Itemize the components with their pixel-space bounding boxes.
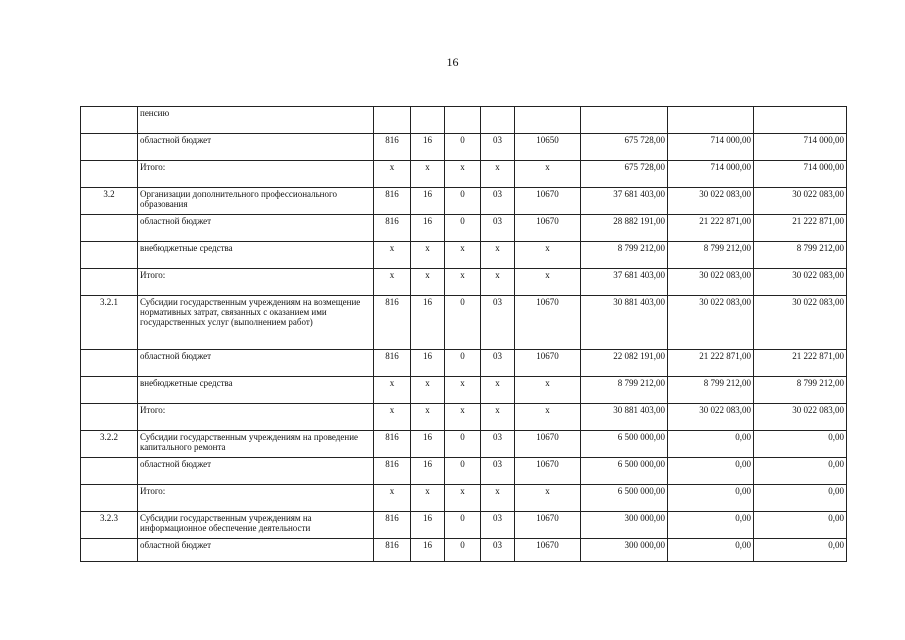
section-code-cell: 16 — [411, 512, 445, 539]
table-row — [81, 404, 847, 431]
amount-year1-cell: 6 500 000,00 — [581, 431, 668, 458]
ministry-code-cell: х — [374, 485, 411, 512]
table-row — [81, 269, 847, 296]
amount-year2-cell: 0,00 — [668, 431, 754, 458]
row-code-cell — [81, 161, 138, 188]
subsection-code-cell: 0 — [445, 134, 481, 161]
subsection-code-cell: х — [445, 377, 481, 404]
target-article-cell: х — [515, 404, 581, 431]
row-description-cell: Итого: — [138, 404, 374, 431]
amount-year3-cell: 21 222 871,00 — [754, 215, 847, 242]
target-article-cell: х — [515, 485, 581, 512]
section-code-cell: х — [411, 377, 445, 404]
row-description-cell: областной бюджет — [138, 134, 374, 161]
amount-year2-cell: 30 022 083,00 — [668, 188, 754, 215]
target-article-cell — [515, 107, 581, 134]
target-article-cell: 10670 — [515, 350, 581, 377]
ministry-code-cell: 816 — [374, 215, 411, 242]
amount-year3-cell: 0,00 — [754, 512, 847, 539]
subsection-part-cell: х — [481, 404, 515, 431]
amount-year1-cell: 300 000,00 — [581, 512, 668, 539]
ministry-code-cell — [374, 107, 411, 134]
row-description-cell: Итого: — [138, 161, 374, 188]
subsection-part-cell: х — [481, 269, 515, 296]
amount-year2-cell: 0,00 — [668, 539, 754, 562]
section-code-cell: 16 — [411, 539, 445, 562]
row-code-cell — [81, 539, 138, 562]
section-code-cell: 16 — [411, 188, 445, 215]
amount-year2-cell: 30 022 083,00 — [668, 404, 754, 431]
ministry-code-cell: 816 — [374, 350, 411, 377]
section-code-cell: 16 — [411, 458, 445, 485]
amount-year1-cell: 6 500 000,00 — [581, 485, 668, 512]
subsection-part-cell: 03 — [481, 296, 515, 350]
amount-year2-cell: 8 799 212,00 — [668, 242, 754, 269]
amount-year2-cell: 0,00 — [668, 458, 754, 485]
target-article-cell: х — [515, 242, 581, 269]
table-row — [81, 377, 847, 404]
subsection-part-cell: х — [481, 377, 515, 404]
table-row — [81, 431, 847, 458]
section-code-cell: х — [411, 269, 445, 296]
row-description-cell: областной бюджет — [138, 350, 374, 377]
row-description-cell: областной бюджет — [138, 458, 374, 485]
amount-year1-cell: 6 500 000,00 — [581, 458, 668, 485]
amount-year2-cell: 0,00 — [668, 485, 754, 512]
target-article-cell: 10670 — [515, 512, 581, 539]
target-article-cell: 10670 — [515, 188, 581, 215]
amount-year2-cell: 21 222 871,00 — [668, 215, 754, 242]
page-number: 16 — [446, 55, 459, 69]
subsection-code-cell: 0 — [445, 539, 481, 562]
amount-year3-cell: 30 022 083,00 — [754, 404, 847, 431]
table-row — [81, 350, 847, 377]
target-article-cell: 10670 — [515, 458, 581, 485]
ministry-code-cell: 816 — [374, 512, 411, 539]
row-description-cell: Организации дополнительного профессионального образования — [138, 188, 374, 215]
subsection-code-cell: 0 — [445, 431, 481, 458]
row-description-cell: областной бюджет — [138, 215, 374, 242]
amount-year2-cell — [668, 107, 754, 134]
amount-year3-cell: 8 799 212,00 — [754, 377, 847, 404]
section-code-cell: х — [411, 485, 445, 512]
row-description-cell: внебюджетные средства — [138, 242, 374, 269]
row-description-cell: Итого: — [138, 485, 374, 512]
subsection-code-cell: х — [445, 161, 481, 188]
subsection-part-cell: 03 — [481, 512, 515, 539]
row-code-cell: 3.2.3 — [81, 512, 138, 539]
ministry-code-cell: х — [374, 242, 411, 269]
row-code-cell — [81, 458, 138, 485]
target-article-cell: х — [515, 161, 581, 188]
amount-year1-cell: 8 799 212,00 — [581, 242, 668, 269]
table-row — [81, 161, 847, 188]
row-code-cell — [81, 350, 138, 377]
amount-year1-cell: 8 799 212,00 — [581, 377, 668, 404]
target-article-cell: 10670 — [515, 539, 581, 562]
amount-year3-cell: 21 222 871,00 — [754, 350, 847, 377]
amount-year1-cell: 37 681 403,00 — [581, 269, 668, 296]
amount-year3-cell: 0,00 — [754, 485, 847, 512]
target-article-cell: 10670 — [515, 431, 581, 458]
table-row — [81, 512, 847, 539]
amount-year3-cell: 714 000,00 — [754, 134, 847, 161]
table-row — [81, 188, 847, 215]
subsection-code-cell — [445, 107, 481, 134]
amount-year3-cell: 714 000,00 — [754, 161, 847, 188]
subsection-code-cell: х — [445, 269, 481, 296]
subsection-part-cell: х — [481, 485, 515, 512]
ministry-code-cell: х — [374, 377, 411, 404]
amount-year3-cell — [754, 107, 847, 134]
table-row — [81, 215, 847, 242]
ministry-code-cell: х — [374, 404, 411, 431]
amount-year2-cell: 0,00 — [668, 512, 754, 539]
amount-year3-cell: 8 799 212,00 — [754, 242, 847, 269]
budget-table — [80, 106, 847, 562]
amount-year1-cell — [581, 107, 668, 134]
subsection-code-cell: х — [445, 404, 481, 431]
row-description-cell: Итого: — [138, 269, 374, 296]
amount-year2-cell: 30 022 083,00 — [668, 269, 754, 296]
subsection-part-cell: 03 — [481, 539, 515, 562]
table-row — [81, 107, 847, 134]
target-article-cell: х — [515, 377, 581, 404]
amount-year2-cell: 8 799 212,00 — [668, 377, 754, 404]
subsection-code-cell: 0 — [445, 296, 481, 350]
row-description-cell: Субсидии государственным учреждениям на информационное обеспечение деятельности — [138, 512, 374, 539]
table-row — [81, 485, 847, 512]
ministry-code-cell: х — [374, 269, 411, 296]
subsection-part-cell — [481, 107, 515, 134]
amount-year2-cell: 714 000,00 — [668, 134, 754, 161]
subsection-part-cell: 03 — [481, 350, 515, 377]
row-code-cell: 3.2.2 — [81, 431, 138, 458]
row-code-cell — [81, 107, 138, 134]
row-description-cell: пенсию — [138, 107, 374, 134]
row-code-cell — [81, 242, 138, 269]
section-code-cell: х — [411, 404, 445, 431]
table-row — [81, 242, 847, 269]
amount-year3-cell: 0,00 — [754, 431, 847, 458]
subsection-part-cell: 03 — [481, 188, 515, 215]
amount-year1-cell: 675 728,00 — [581, 134, 668, 161]
subsection-code-cell: 0 — [445, 350, 481, 377]
section-code-cell: 16 — [411, 431, 445, 458]
subsection-part-cell: х — [481, 242, 515, 269]
ministry-code-cell: 816 — [374, 188, 411, 215]
amount-year1-cell: 675 728,00 — [581, 161, 668, 188]
row-description-cell: Субсидии государственным учреждениям на возмещение нормативных затрат, связанных с оказанием ими государственных услуг (выполнением работ) — [138, 296, 374, 350]
section-code-cell: 16 — [411, 215, 445, 242]
table-row — [81, 458, 847, 485]
amount-year3-cell: 30 022 083,00 — [754, 296, 847, 350]
subsection-code-cell: 0 — [445, 215, 481, 242]
subsection-code-cell: 0 — [445, 512, 481, 539]
target-article-cell: 10670 — [515, 296, 581, 350]
ministry-code-cell: 816 — [374, 458, 411, 485]
row-description-cell: областной бюджет — [138, 539, 374, 562]
ministry-code-cell: 816 — [374, 539, 411, 562]
row-code-cell — [81, 215, 138, 242]
subsection-part-cell: 03 — [481, 458, 515, 485]
subsection-part-cell: х — [481, 161, 515, 188]
section-code-cell: 16 — [411, 134, 445, 161]
row-code-cell: 3.2.1 — [81, 296, 138, 350]
amount-year1-cell: 37 681 403,00 — [581, 188, 668, 215]
row-code-cell — [81, 404, 138, 431]
section-code-cell: 16 — [411, 350, 445, 377]
subsection-part-cell: 03 — [481, 215, 515, 242]
row-code-cell: 3.2 — [81, 188, 138, 215]
amount-year1-cell: 300 000,00 — [581, 539, 668, 562]
amount-year1-cell: 30 881 403,00 — [581, 404, 668, 431]
table-body — [81, 107, 847, 562]
ministry-code-cell: х — [374, 161, 411, 188]
table-row — [81, 539, 847, 562]
amount-year2-cell: 21 222 871,00 — [668, 350, 754, 377]
row-code-cell — [81, 377, 138, 404]
amount-year2-cell: 30 022 083,00 — [668, 296, 754, 350]
ministry-code-cell: 816 — [374, 134, 411, 161]
subsection-code-cell: х — [445, 485, 481, 512]
row-description-cell: Субсидии государственным учреждениям на проведение капитального ремонта — [138, 431, 374, 458]
row-description-cell: внебюджетные средства — [138, 377, 374, 404]
amount-year2-cell: 714 000,00 — [668, 161, 754, 188]
amount-year1-cell: 28 882 191,00 — [581, 215, 668, 242]
table-row — [81, 134, 847, 161]
subsection-code-cell: 0 — [445, 458, 481, 485]
row-code-cell — [81, 269, 138, 296]
subsection-code-cell: 0 — [445, 188, 481, 215]
amount-year3-cell: 30 022 083,00 — [754, 269, 847, 296]
amount-year3-cell: 0,00 — [754, 539, 847, 562]
target-article-cell: 10650 — [515, 134, 581, 161]
table-row — [81, 296, 847, 350]
target-article-cell: х — [515, 269, 581, 296]
amount-year1-cell: 22 082 191,00 — [581, 350, 668, 377]
amount-year3-cell: 30 022 083,00 — [754, 188, 847, 215]
section-code-cell: 16 — [411, 296, 445, 350]
row-code-cell — [81, 485, 138, 512]
amount-year3-cell: 0,00 — [754, 458, 847, 485]
subsection-code-cell: х — [445, 242, 481, 269]
section-code-cell: х — [411, 242, 445, 269]
ministry-code-cell: 816 — [374, 296, 411, 350]
target-article-cell: 10670 — [515, 215, 581, 242]
section-code-cell: х — [411, 161, 445, 188]
row-code-cell — [81, 134, 138, 161]
subsection-part-cell: 03 — [481, 431, 515, 458]
amount-year1-cell: 30 881 403,00 — [581, 296, 668, 350]
subsection-part-cell: 03 — [481, 134, 515, 161]
section-code-cell — [411, 107, 445, 134]
ministry-code-cell: 816 — [374, 431, 411, 458]
